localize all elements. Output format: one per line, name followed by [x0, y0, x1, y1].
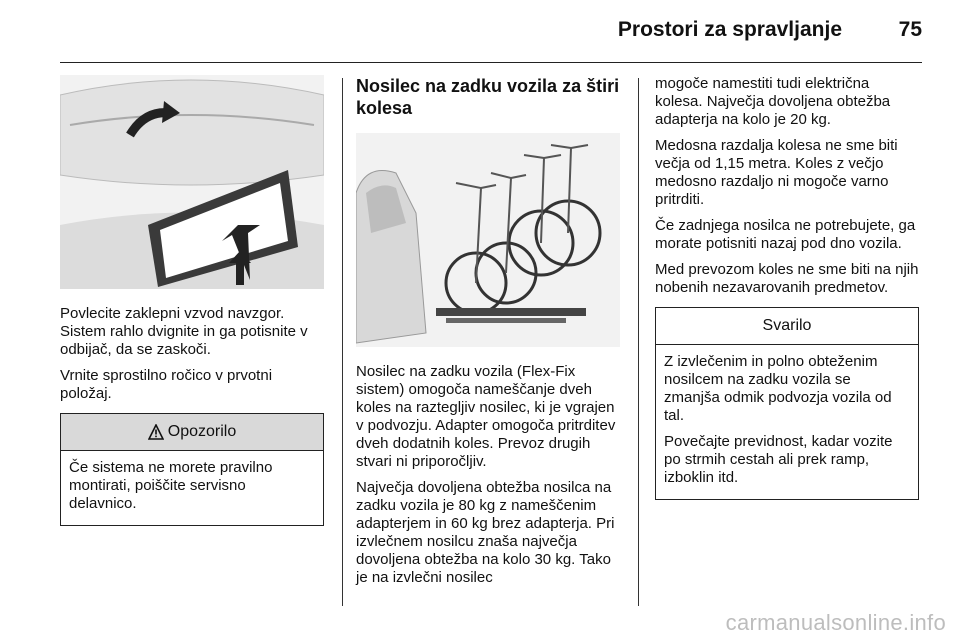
instruction-paragraph: Vrnite sprostilno ročico v prvotni položaj.	[60, 367, 273, 402]
caution-text: Z izvlečenim in polno obteženim nosilcem na zadku vozila se zmanjša odmik podvozja vozila od tal.	[664, 353, 892, 424]
column-middle	[356, 75, 620, 595]
warning-text: Če sistema ne morete pravilno montirati, poiščite servisno delavnico.	[69, 459, 273, 512]
warning-triangle-icon	[148, 424, 164, 440]
column-left	[60, 75, 324, 526]
caution-text: Povečajte previdnost, kadar vozite po strmih cestah ali prek ramp, izboklin itd.	[664, 433, 893, 486]
watermark: carmanualsonline.info	[725, 610, 946, 635]
caution-box	[655, 307, 919, 500]
column-right	[655, 75, 919, 500]
column-divider	[638, 78, 639, 606]
caution-title: Svarilo	[762, 317, 812, 334]
body-paragraph: Največja dovoljena obtežba nosilca na zadku vozila je 80 kg z nameščenim adapterjem in 60 kg brez adapterja. Pri izvlečnem nosilcu znaša največja dovoljena obtežba na kolo 30 kg. Tako je na izvlečni nosilec	[356, 479, 615, 586]
body-paragraph: mogoče namestiti tudi električna kolesa. Največja dovoljena obtežba adapterja na kolo je 20 kg.	[655, 75, 891, 128]
column-divider	[342, 78, 343, 606]
body-paragraph: Nosilec na zadku vozila (Flex-Fix sistem) omogoča nameščanje dveh koles na raztegljiv nosilec, ki je vgrajen v podvozju. Adapter omogoča pritrditev dveh dodatnih koles. Prevoz drugih stvari ni priporočljiv.	[356, 363, 616, 470]
four-bike-carrier-illustration	[356, 133, 620, 347]
page-number: 75	[898, 18, 922, 41]
bumper-carrier-illustration	[60, 75, 324, 289]
warning-box	[60, 413, 324, 526]
caution-header	[656, 308, 918, 345]
section-title: Prostori za spravljanje	[617, 18, 842, 41]
body-paragraph: Med prevozom koles ne sme biti na njih nobenih nezavarovanih predmetov.	[655, 261, 919, 296]
instruction-paragraph: Povlecite zaklepni vzvod navzgor. Sistem rahlo dvignite in ga potisnite v odbijač, da se zaskoči.	[60, 305, 308, 358]
section-heading: Nosilec na zadku vozila za štiri kolesa	[356, 76, 620, 118]
body-paragraph: Medosna razdalja kolesa ne sme biti večja od 1,15 metra. Koles z večjo medosno razdaljo ni mogoče varno pritrditi.	[655, 137, 898, 208]
header-rule	[60, 62, 922, 63]
warning-title: Opozorilo	[167, 423, 237, 440]
body-paragraph: Če zadnjega nosilca ne potrebujete, ga morate potisniti nazaj pod dno vozila.	[655, 217, 916, 252]
warning-header	[61, 414, 323, 451]
